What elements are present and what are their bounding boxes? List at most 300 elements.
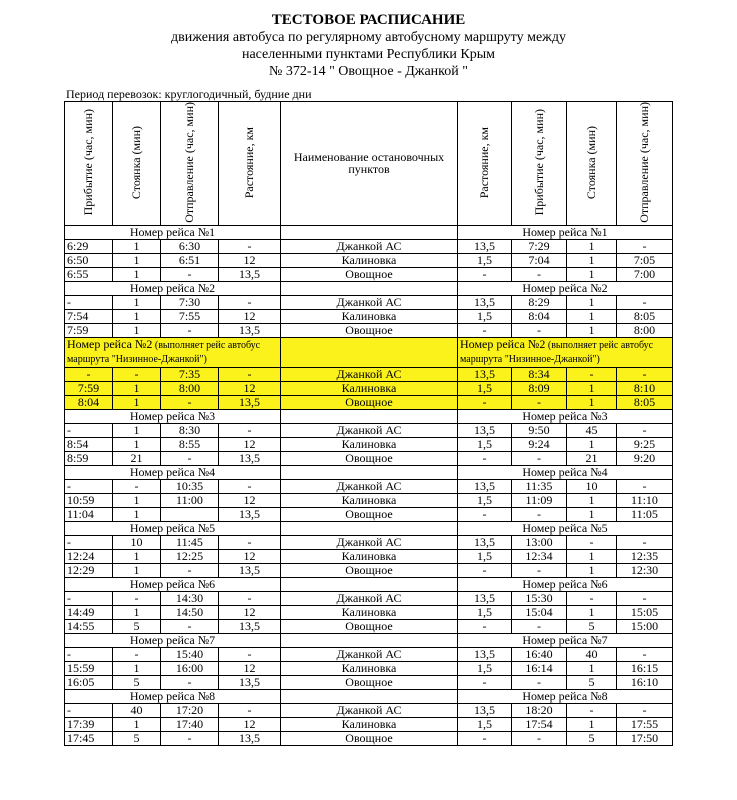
cell-stop-r: 1 [567, 507, 617, 521]
document-title: ТЕСТОВОЕ РАСПИСАНИЕ [271, 12, 466, 28]
cell-departure-r: - [617, 647, 673, 661]
trip-label-right: Номер рейса №8 [458, 689, 673, 703]
cell-arrival: 11:04 [65, 507, 113, 521]
cell-distance: 13,5 [219, 563, 281, 577]
trip-label-left: Номер рейса №2 [65, 281, 281, 295]
cell-distance-r: 1,5 [458, 493, 512, 507]
cell-distance: 12 [219, 437, 281, 451]
cell-arrival: 8:54 [65, 437, 113, 451]
cell-distance-r: 13,5 [458, 703, 512, 717]
cell-departure: 16:00 [161, 661, 219, 675]
cell-stop: 1 [113, 295, 161, 309]
cell-distance: 13,5 [219, 323, 281, 337]
cell-arrival-r: 16:40 [512, 647, 567, 661]
col-arrival-header: Прибытие (час, мин) [65, 102, 113, 226]
trip-label-row [65, 465, 673, 479]
schedule-row [65, 367, 673, 381]
col-arrival-r-header: Прибытие (час, мин) [512, 102, 567, 226]
cell-stop: 5 [113, 619, 161, 633]
cell-distance: - [219, 647, 281, 661]
cell-stop-name: Овощное [281, 675, 458, 689]
cell-arrival: 6:50 [65, 253, 113, 267]
schedule-row [65, 549, 673, 563]
cell-stop-r: - [567, 703, 617, 717]
cell-departure: 7:30 [161, 295, 219, 309]
trip-label-right: Номер рейса №3 [458, 409, 673, 423]
cell-departure: 7:35 [161, 367, 219, 381]
col-departure-r-header: Отправление (час, мин) [617, 102, 673, 226]
cell-stop-r: - [567, 367, 617, 381]
cell-departure [161, 507, 219, 521]
schedule-row [65, 563, 673, 577]
cell-distance: 13,5 [219, 507, 281, 521]
col-distance-r-header: Растояние, км [458, 102, 512, 226]
cell-arrival: 10:59 [65, 493, 113, 507]
trip-label-left: Номер рейса №3 [65, 409, 281, 423]
cell-arrival-r: 11:09 [512, 493, 567, 507]
cell-distance-r: 13,5 [458, 239, 512, 253]
cell-distance: 13,5 [219, 619, 281, 633]
cell-departure-r: - [617, 535, 673, 549]
cell-stop-name: Джанкой АС [281, 535, 458, 549]
trip-label-left: Номер рейса №6 [65, 577, 281, 591]
cell-departure-r: - [617, 479, 673, 493]
cell-distance-r: 1,5 [458, 605, 512, 619]
cell-distance-r: 13,5 [458, 367, 512, 381]
cell-distance: - [219, 479, 281, 493]
col-departure-header: Отправление (час, мин) [161, 102, 219, 226]
cell-departure: 17:40 [161, 717, 219, 731]
cell-departure: 15:40 [161, 647, 219, 661]
cell-stop-r: 5 [567, 675, 617, 689]
cell-arrival-r: 11:35 [512, 479, 567, 493]
cell-stop-r: 1 [567, 381, 617, 395]
cell-arrival-r: 8:04 [512, 309, 567, 323]
col-stop-r-header: Стоянка (мин) [567, 102, 617, 226]
trip-label-row [65, 337, 673, 367]
cell-arrival: 16:05 [65, 675, 113, 689]
trip-label-left: Номер рейса №1 [65, 225, 281, 239]
document-header [0, 12, 737, 80]
cell-stop-name: Овощное [281, 323, 458, 337]
cell-distance: 13,5 [219, 267, 281, 281]
schedule-row [65, 675, 673, 689]
cell-arrival: - [65, 423, 113, 437]
trip-label-right: Номер рейса №4 [458, 465, 673, 479]
trip-label-left: Номер рейса №5 [65, 521, 281, 535]
cell-arrival: - [65, 535, 113, 549]
cell-distance: 12 [219, 605, 281, 619]
cell-departure: 12:25 [161, 549, 219, 563]
trip-label-spacer [281, 577, 458, 591]
cell-arrival-r: - [512, 731, 567, 745]
cell-arrival-r: 7:04 [512, 253, 567, 267]
cell-arrival-r: - [512, 507, 567, 521]
cell-departure-r: - [617, 239, 673, 253]
cell-distance: 12 [219, 661, 281, 675]
schedule-row [65, 423, 673, 437]
cell-departure: - [161, 563, 219, 577]
cell-stop: 1 [113, 239, 161, 253]
cell-arrival: 12:29 [65, 563, 113, 577]
cell-arrival-r: 16:14 [512, 661, 567, 675]
cell-distance: - [219, 703, 281, 717]
cell-distance: - [219, 591, 281, 605]
cell-stop-r: 1 [567, 661, 617, 675]
cell-stop-r: 1 [567, 295, 617, 309]
col-distance-header: Растояние, км [219, 102, 281, 226]
cell-stop-name: Калиновка [281, 661, 458, 675]
cell-departure: 8:30 [161, 423, 219, 437]
cell-distance: 12 [219, 717, 281, 731]
cell-stop: 1 [113, 395, 161, 409]
cell-arrival: 7:54 [65, 309, 113, 323]
schedule-row [65, 451, 673, 465]
schedule-table [64, 101, 673, 746]
cell-stop-r: 5 [567, 619, 617, 633]
cell-arrival-r: 15:30 [512, 591, 567, 605]
cell-distance: - [219, 239, 281, 253]
cell-distance-r: 13,5 [458, 295, 512, 309]
trip-label-left: Номер рейса №4 [65, 465, 281, 479]
cell-stop-r: - [567, 535, 617, 549]
col-stop-header: Стоянка (мин) [113, 102, 161, 226]
cell-distance-r: 1,5 [458, 549, 512, 563]
cell-stop: - [113, 591, 161, 605]
cell-arrival-r: 18:20 [512, 703, 567, 717]
cell-arrival: - [65, 479, 113, 493]
cell-stop: 5 [113, 675, 161, 689]
trip-label-spacer [281, 689, 458, 703]
cell-distance-r: - [458, 731, 512, 745]
cell-departure: 6:51 [161, 253, 219, 267]
cell-arrival-r: 17:54 [512, 717, 567, 731]
cell-distance-r: 13,5 [458, 535, 512, 549]
cell-arrival: 12:24 [65, 549, 113, 563]
cell-departure: - [161, 675, 219, 689]
trip-label-left: Номер рейса №8 [65, 689, 281, 703]
cell-stop-name: Калиновка [281, 605, 458, 619]
schedule-row [65, 647, 673, 661]
cell-distance: 12 [219, 309, 281, 323]
cell-departure: 17:20 [161, 703, 219, 717]
cell-stop: 1 [113, 437, 161, 451]
cell-stop-r: 45 [567, 423, 617, 437]
schedule-row [65, 479, 673, 493]
cell-departure-r: 12:30 [617, 563, 673, 577]
cell-stop-name: Калиновка [281, 253, 458, 267]
cell-arrival: 14:55 [65, 619, 113, 633]
cell-distance: 12 [219, 493, 281, 507]
cell-departure-r: - [617, 423, 673, 437]
trip-label-row [65, 521, 673, 535]
cell-stop-name: Калиновка [281, 381, 458, 395]
cell-stop-name: Овощное [281, 451, 458, 465]
cell-stop-name: Калиновка [281, 717, 458, 731]
cell-stop-name: Джанкой АС [281, 367, 458, 381]
cell-stop-name: Овощное [281, 563, 458, 577]
route-number: № 372-14 " Овощное - Джанкой " [269, 64, 468, 79]
cell-distance-r: 13,5 [458, 591, 512, 605]
cell-stop-name: Калиновка [281, 493, 458, 507]
cell-arrival: - [65, 591, 113, 605]
cell-stop-r: - [567, 591, 617, 605]
cell-stop-name: Овощное [281, 267, 458, 281]
trip-label-right [458, 337, 673, 367]
schedule-row [65, 507, 673, 521]
cell-departure: 6:30 [161, 239, 219, 253]
cell-departure-r: - [617, 591, 673, 605]
cell-stop-r: 1 [567, 309, 617, 323]
cell-departure: 11:00 [161, 493, 219, 507]
cell-distance: - [219, 295, 281, 309]
cell-stop-r: 1 [567, 437, 617, 451]
cell-arrival-r: 15:04 [512, 605, 567, 619]
cell-distance-r: 1,5 [458, 437, 512, 451]
cell-distance-r: 1,5 [458, 661, 512, 675]
cell-stop-name: Овощное [281, 731, 458, 745]
cell-departure-r: 8:10 [617, 381, 673, 395]
cell-stop-name: Калиновка [281, 309, 458, 323]
cell-distance-r: - [458, 323, 512, 337]
cell-stop: 1 [113, 717, 161, 731]
cell-distance: 12 [219, 381, 281, 395]
cell-arrival: 17:45 [65, 731, 113, 745]
schedule-row [65, 703, 673, 717]
cell-stop: 1 [113, 507, 161, 521]
cell-stop: 1 [113, 423, 161, 437]
cell-distance-r: 13,5 [458, 423, 512, 437]
schedule-row [65, 323, 673, 337]
cell-arrival-r: - [512, 451, 567, 465]
cell-distance-r: 1,5 [458, 381, 512, 395]
cell-distance-r: - [458, 451, 512, 465]
schedule-row [65, 661, 673, 675]
cell-distance-r: - [458, 395, 512, 409]
cell-stop-r: 10 [567, 479, 617, 493]
trip-number-label: Номер рейса №2 [460, 337, 546, 352]
cell-distance-r: - [458, 507, 512, 521]
cell-distance-r: 13,5 [458, 479, 512, 493]
column-header-row [65, 102, 673, 226]
cell-departure: 7:55 [161, 309, 219, 323]
cell-stop: 1 [113, 253, 161, 267]
cell-arrival: - [65, 647, 113, 661]
cell-stop-name: Джанкой АС [281, 295, 458, 309]
cell-stop: 1 [113, 493, 161, 507]
cell-arrival-r: - [512, 675, 567, 689]
cell-departure: 8:00 [161, 381, 219, 395]
cell-departure: 8:55 [161, 437, 219, 451]
schedule-row [65, 309, 673, 323]
cell-distance: 13,5 [219, 451, 281, 465]
cell-departure-r: 15:05 [617, 605, 673, 619]
cell-distance: 13,5 [219, 675, 281, 689]
cell-departure: 11:45 [161, 535, 219, 549]
schedule-row [65, 267, 673, 281]
cell-stop-r: 5 [567, 731, 617, 745]
cell-arrival: 6:55 [65, 267, 113, 281]
cell-arrival-r: 9:50 [512, 423, 567, 437]
trip-label-row [65, 225, 673, 239]
cell-arrival: - [65, 703, 113, 717]
cell-stop-name: Джанкой АС [281, 423, 458, 437]
cell-departure: - [161, 731, 219, 745]
schedule-body [65, 225, 673, 745]
cell-arrival-r: - [512, 267, 567, 281]
cell-stop-name: Овощное [281, 395, 458, 409]
cell-stop-r: 1 [567, 493, 617, 507]
col-stops-name-header: Наименование остановочных пунктов [281, 102, 458, 226]
cell-departure: 14:50 [161, 605, 219, 619]
schedule-row [65, 239, 673, 253]
cell-arrival-r: 7:29 [512, 239, 567, 253]
cell-departure-r: 16:15 [617, 661, 673, 675]
cell-arrival-r: 8:09 [512, 381, 567, 395]
cell-departure: - [161, 395, 219, 409]
cell-stop: 1 [113, 323, 161, 337]
cell-departure: - [161, 267, 219, 281]
schedule-row [65, 437, 673, 451]
cell-distance-r: 13,5 [458, 647, 512, 661]
cell-departure-r: 8:00 [617, 323, 673, 337]
cell-distance: 13,5 [219, 395, 281, 409]
trip-note-label: (выполняет рейс автобус маршрута "Низинное-Джанкой") [67, 340, 261, 366]
cell-stop: 5 [113, 731, 161, 745]
trip-label-right: Номер рейса №5 [458, 521, 673, 535]
cell-arrival: 6:29 [65, 239, 113, 253]
cell-stop: 1 [113, 267, 161, 281]
cell-stop: 1 [113, 661, 161, 675]
cell-distance-r: 1,5 [458, 309, 512, 323]
trip-label-spacer [281, 281, 458, 295]
cell-arrival-r: - [512, 619, 567, 633]
cell-distance-r: - [458, 267, 512, 281]
cell-arrival-r: - [512, 395, 567, 409]
cell-arrival: - [65, 367, 113, 381]
cell-departure-r: 7:00 [617, 267, 673, 281]
cell-departure: - [161, 451, 219, 465]
cell-distance: 12 [219, 253, 281, 267]
cell-arrival: 7:59 [65, 323, 113, 337]
cell-stop-name: Калиновка [281, 437, 458, 451]
cell-departure-r: 9:25 [617, 437, 673, 451]
schedule-row [65, 731, 673, 745]
cell-stop-r: 1 [567, 605, 617, 619]
cell-stop-r: 21 [567, 451, 617, 465]
cell-stop-r: 1 [567, 395, 617, 409]
trip-label-spacer [281, 337, 458, 367]
trip-label-spacer [281, 521, 458, 535]
period-text: Период перевозок: круглогодичный, будние дни [66, 87, 312, 101]
trip-label-row [65, 281, 673, 295]
schedule-row [65, 381, 673, 395]
cell-stop-r: 1 [567, 253, 617, 267]
cell-distance-r: - [458, 619, 512, 633]
cell-arrival: 15:59 [65, 661, 113, 675]
cell-departure-r: - [617, 367, 673, 381]
schedule-row [65, 253, 673, 267]
cell-stop-name: Джанкой АС [281, 703, 458, 717]
cell-stop-name: Джанкой АС [281, 239, 458, 253]
cell-stop-name: Джанкой АС [281, 479, 458, 493]
trip-label-left: Номер рейса №7 [65, 633, 281, 647]
schedule-row [65, 395, 673, 409]
cell-stop-r: 1 [567, 267, 617, 281]
cell-stop: 1 [113, 549, 161, 563]
cell-arrival-r: 8:29 [512, 295, 567, 309]
trip-label-row [65, 633, 673, 647]
cell-arrival-r: - [512, 563, 567, 577]
cell-departure-r: 8:05 [617, 309, 673, 323]
cell-stop-r: 1 [567, 563, 617, 577]
cell-stop: 1 [113, 309, 161, 323]
cell-departure-r: 11:05 [617, 507, 673, 521]
cell-arrival-r: - [512, 323, 567, 337]
schedule-row [65, 295, 673, 309]
trip-label-spacer [281, 633, 458, 647]
cell-departure-r: 9:20 [617, 451, 673, 465]
cell-stop-r: 1 [567, 549, 617, 563]
subtitle-line-2: населенными пунктами Республики Крым [241, 47, 496, 62]
trip-label-row [65, 689, 673, 703]
cell-arrival: - [65, 295, 113, 309]
cell-departure-r: 15:00 [617, 619, 673, 633]
schedule-row [65, 717, 673, 731]
trip-label-left [65, 337, 281, 367]
cell-stop-name: Овощное [281, 507, 458, 521]
cell-distance-r: - [458, 563, 512, 577]
cell-distance: - [219, 423, 281, 437]
cell-departure-r: 17:55 [617, 717, 673, 731]
cell-stop: - [113, 479, 161, 493]
cell-stop-r: 1 [567, 717, 617, 731]
cell-departure-r: 8:05 [617, 395, 673, 409]
subtitle-line-1: движения автобуса по регулярному автобусному маршруту между [171, 30, 566, 45]
cell-stop: 40 [113, 703, 161, 717]
cell-distance-r: 1,5 [458, 717, 512, 731]
cell-stop: 1 [113, 563, 161, 577]
cell-arrival-r: 9:24 [512, 437, 567, 451]
cell-departure-r: 16:10 [617, 675, 673, 689]
cell-distance: - [219, 535, 281, 549]
cell-departure-r: 11:10 [617, 493, 673, 507]
cell-distance: 13,5 [219, 731, 281, 745]
trip-label-spacer [281, 409, 458, 423]
cell-distance: - [219, 367, 281, 381]
schedule-row [65, 535, 673, 549]
cell-distance: 12 [219, 549, 281, 563]
cell-departure: 10:35 [161, 479, 219, 493]
cell-stop-r: 40 [567, 647, 617, 661]
trip-label-right: Номер рейса №2 [458, 281, 673, 295]
cell-distance-r: 1,5 [458, 253, 512, 267]
cell-departure-r: 7:05 [617, 253, 673, 267]
cell-departure-r: - [617, 703, 673, 717]
cell-stop: 1 [113, 381, 161, 395]
trip-label-right: Номер рейса №6 [458, 577, 673, 591]
cell-stop-name: Джанкой АС [281, 647, 458, 661]
cell-distance-r: - [458, 675, 512, 689]
cell-arrival-r: 12:34 [512, 549, 567, 563]
cell-arrival: 7:59 [65, 381, 113, 395]
cell-stop-name: Калиновка [281, 549, 458, 563]
cell-departure: - [161, 323, 219, 337]
cell-stop-name: Овощное [281, 619, 458, 633]
cell-departure: 14:30 [161, 591, 219, 605]
schedule-row [65, 493, 673, 507]
cell-departure-r: 12:35 [617, 549, 673, 563]
